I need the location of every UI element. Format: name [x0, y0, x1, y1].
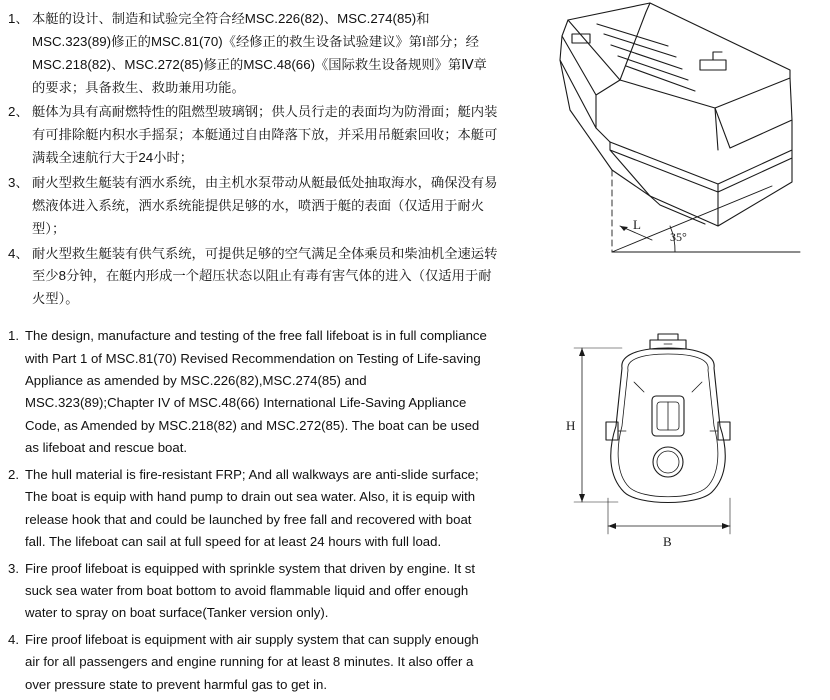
list-marker: 4、	[8, 245, 29, 261]
list-marker: 1.	[8, 328, 19, 344]
list-item	[8, 243, 500, 312]
list-text: Fire proof lifeboat is equipment with air supply system that can supply enough air for all passengers and engine running for at least 8 minutes. It also offer a over pressure state to prevent harmful gas to get in.	[25, 631, 479, 692]
list-text: 耐火型救生艇装有洒水系统，由主机水泵带动从艇最低处抽取海水，确保没有易燃液体进入系统，洒水系统能提供足够的水，喷洒于艇的表面（仅适用于耐火型）；	[32, 175, 498, 236]
beam-dimension-label: B	[663, 534, 672, 549]
english-spec-list	[8, 325, 500, 696]
list-marker: 2、	[8, 104, 29, 120]
list-text: 艇体为具有高耐燃特性的阻燃型玻璃钢；供人员行走的表面均为防滑面；艇内装有可排除艇内积水手摇泵；本艇通过自由降落下放，并采用吊艇索回收；本艇可满载全速航行大于24小时；	[32, 104, 498, 166]
list-item	[8, 558, 500, 625]
list-marker: 1、	[8, 11, 29, 26]
list-item	[8, 629, 500, 696]
list-text: 本艇的设计、制造和试验完全符合经MSC.226(82)、MSC.274(85)和MSC.323(89)修正的MSC.81(70)《经修正的救生设备试验建议》第I部分；经MSC.218(82)、MSC.272(85)修正的MSC.48(66)《国际救生设备规则》第Ⅳ章的要求；具备救生、救助兼用功能。	[32, 11, 487, 95]
list-text: 耐火型救生艇装有供气系统，可提供足够的空气满足全体乘员和柴油机全速运转至少8分钟，在艇内形成一个超压状态以阻止有毒有害气体的进入（仅适用于耐火型）。	[32, 245, 498, 307]
lifeboat-front-view	[560, 330, 790, 590]
angle-label: 35°	[670, 230, 687, 244]
list-marker: 4.	[8, 631, 19, 647]
list-marker: 3.	[8, 560, 19, 576]
list-marker: 3、	[8, 175, 29, 191]
list-marker: 2.	[8, 466, 19, 482]
height-dimension-label: H	[566, 418, 576, 433]
lifeboat-side-view	[500, 0, 830, 330]
figure-column	[500, 0, 830, 625]
list-item	[8, 325, 500, 460]
chinese-spec-list	[8, 8, 500, 311]
list-text: Fire proof lifeboat is equipped with sprinkle system that driven by engine. It st suck sea water from boat bottom to avoid flammable liquid and offer enough water to spray on boat surface(Tanker version only).	[25, 560, 476, 621]
list-item	[8, 172, 500, 241]
length-dimension-label: L	[633, 217, 641, 232]
list-text: The design, manufacture and testing of the free fall lifeboat is in full compliance with Part 1 of MSC.81(70) Revised Recommendation on Testing of Life-saving Appliance as amended by MSC.226(82),MSC.274(85) and MSC.323(89);Chapter IV of MSC.48(66) International Life-Saving Appliance Code, as Amended by MSC.218(82) and MSC.272(85). The boat can be used as lifeboat and rescue boat.	[25, 328, 487, 456]
list-item	[8, 101, 500, 170]
list-text: The hull material is fire-resistant FRP; And all walkways are anti-slide surface; The boat is equip with hand pump to drain out sea water. Also, it is equip with release hook that and could be launched by free fall and recovered with boat fall. The lifeboat can sail at full speed for at least 24 hours with full load.	[25, 466, 479, 550]
list-item	[8, 8, 500, 99]
list-item	[8, 464, 500, 554]
